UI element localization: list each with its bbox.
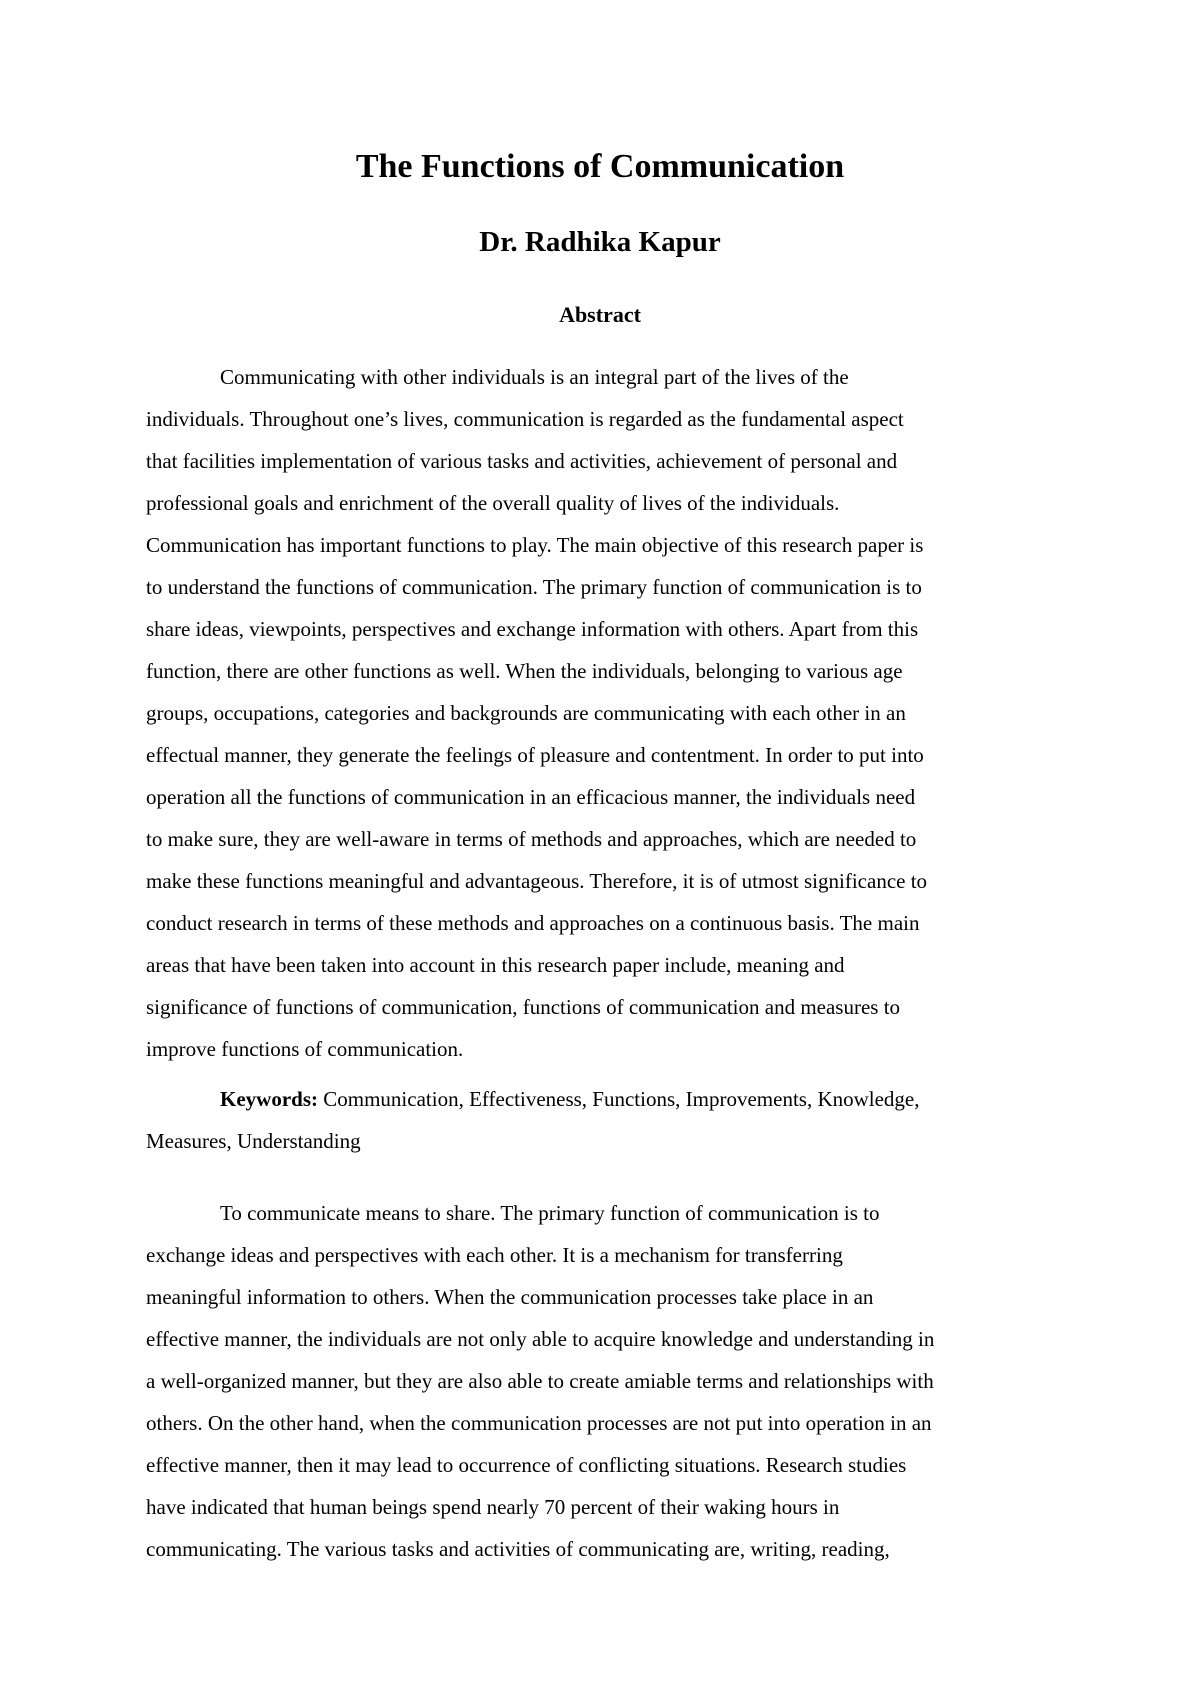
abstract-line: to make sure, they are well-aware in terms of methods and approaches, which are needed to (146, 827, 917, 851)
abstract-line: operation all the functions of communication in an efficacious manner, the individuals need (146, 785, 916, 809)
abstract-line: significance of functions of communication, functions of communication and measures to (146, 995, 901, 1019)
body-line: To communicate means to share. The primary function of communication is to (220, 1201, 880, 1225)
body-line: a well-organized manner, but they are also able to create amiable terms and relationships with (146, 1369, 934, 1393)
abstract-line: improve functions of communication. (146, 1037, 464, 1061)
abstract-line: function, there are other functions as well. When the individuals, belonging to various age (146, 659, 903, 683)
keywords-line: Measures, Understanding (146, 1129, 361, 1153)
keywords-list: Communication, Effectiveness, Functions, Improvements, Knowledge, (318, 1087, 920, 1111)
author-name: Dr. Radhika Kapur (479, 226, 721, 258)
body-line: exchange ideas and perspectives with each other. It is a mechanism for transferring (146, 1243, 843, 1267)
abstract-line: effectual manner, they generate the feelings of pleasure and contentment. In order to put into (146, 743, 924, 767)
abstract-line: Communication has important functions to play. The main objective of this research paper is (146, 533, 924, 557)
keywords-line (146, 1078, 1066, 1120)
abstract-body (146, 356, 1066, 1070)
body-line: effective manner, the individuals are not only able to acquire knowledge and understanding in (146, 1327, 935, 1351)
abstract-line: share ideas, viewpoints, perspectives and exchange information with others. Apart from this (146, 617, 919, 641)
body-line: have indicated that human beings spend nearly 70 percent of their waking hours in (146, 1495, 840, 1519)
body-line: others. On the other hand, when the communication processes are not put into operation in an (146, 1411, 932, 1435)
body-line: effective manner, then it may lead to occurrence of conflicting situations. Research studies (146, 1453, 907, 1477)
abstract-line: individuals. Throughout one’s lives, communication is regarded as the fundamental aspect (146, 407, 904, 431)
introduction-body (146, 1192, 1066, 1570)
abstract-line: groups, occupations, categories and backgrounds are communicating with each other in an (146, 701, 906, 725)
body-line: meaningful information to others. When the communication processes take place in an (146, 1285, 874, 1309)
abstract-line: conduct research in terms of these methods and approaches on a continuous basis. The main (146, 911, 920, 935)
paper-title: The Functions of Communication (355, 148, 845, 185)
abstract-line: areas that have been taken into account in this research paper include, meaning and (146, 953, 845, 977)
keywords-block (146, 1078, 1066, 1162)
body-line: communicating. The various tasks and activities of communicating are, writing, reading, (146, 1537, 890, 1561)
abstract-line: Communicating with other individuals is an integral part of the lives of the (220, 365, 849, 389)
keywords-label: Keywords: (220, 1087, 318, 1111)
abstract-line: that facilities implementation of various tasks and activities, achievement of personal and (146, 449, 898, 473)
abstract-line: to understand the functions of communication. The primary function of communication is to (146, 575, 922, 599)
abstract-heading: Abstract (559, 302, 641, 327)
abstract-line: professional goals and enrichment of the overall quality of lives of the individuals. (146, 491, 840, 515)
abstract-line: make these functions meaningful and advantageous. Therefore, it is of utmost significance to (146, 869, 928, 893)
